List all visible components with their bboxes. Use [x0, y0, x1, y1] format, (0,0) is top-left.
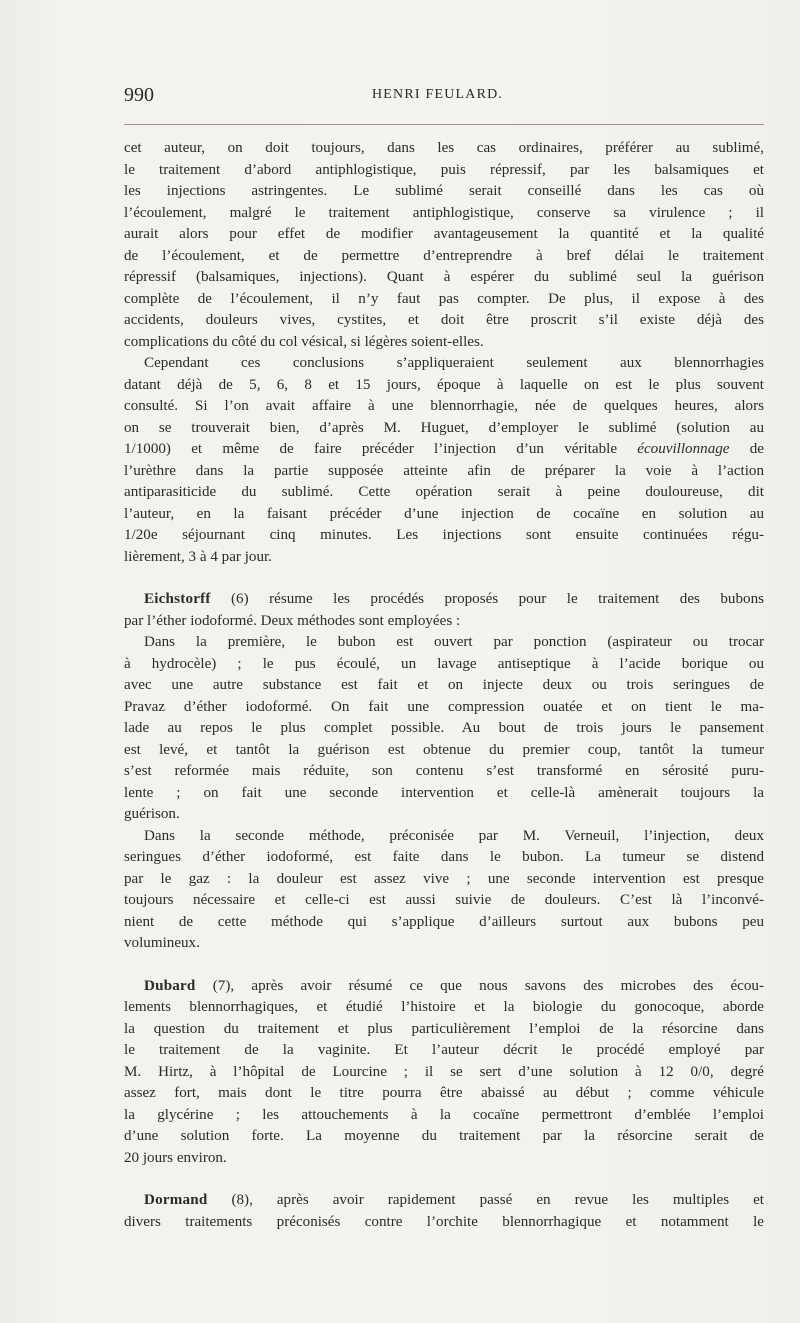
text-line: Dans la première, le bubon est ouvert par ponction (aspirateur ou trocar: [144, 634, 764, 650]
text-segment: 1/1000) et même de faire précéder l’injection d’un véritable: [124, 441, 638, 457]
text-line: complications du côté du col vésical, si légères soient-elles.: [124, 333, 484, 350]
paragraph-spacer: [124, 568, 764, 589]
text-line: Cependant ces conclusions s’appliqueraient seulement aux blennorrhagies: [144, 355, 764, 371]
italic-term: écouvillonnage: [637, 441, 730, 457]
author-name: Eichstorff: [144, 591, 211, 607]
text-line-rest: (7), après avoir résumé ce que nous savons des microbes des écou-: [195, 977, 764, 994]
paragraph-dubard: [124, 976, 764, 1170]
text-line: cet auteur, on doit toujours, dans les cas ordinaires, préférer au sublimé,: [124, 140, 764, 156]
text-line: par l’éther iodoformé. Deux méthodes sont employées :: [124, 612, 461, 629]
text-line: consulté. Si l’on avait affaire à une blennorrhagie, née de quelques heures, alors: [124, 398, 764, 414]
paragraph-first-method: [124, 632, 764, 826]
text-line: aurait alors pour effet de modifier avantageusement la quantité et la qualité: [124, 226, 764, 242]
text-line: avec une autre substance est fait et on injecte deux ou trois seringues de: [124, 677, 764, 693]
text-line: lièrement, 3 à 4 par jour.: [124, 548, 272, 565]
text-line: est levé, et tantôt la guérison est obtenue du premier coup, tantôt la tumeur: [124, 741, 764, 758]
text-line: assez fort, mais dont le titre pourra être abaissé au début ; comme véhicule: [124, 1085, 764, 1101]
page-number: 990: [124, 84, 154, 106]
text-segment: de: [729, 441, 764, 457]
page-header: [124, 84, 764, 112]
text-line: M. Hirtz, à l’hôpital de Lourcine ; il se sert d’une solution à 12 0/0, degré: [124, 1063, 764, 1080]
running-head: HENRI FEULARD.: [372, 87, 504, 102]
text-line: de l’écoulement, et de permettre d’entreprendre à bref délai le traitement: [124, 247, 764, 264]
paragraph-huguet: [124, 353, 764, 568]
text-line-author: [144, 589, 764, 611]
text-line: lente ; on fait une seconde intervention et celle-là amènerait toujours la: [124, 784, 764, 801]
text-line: 20 jours environ.: [124, 1149, 227, 1166]
text-line: les injections astringentes. Le sublimé serait conseillé dans les cas où: [124, 183, 764, 199]
text-line: le traitement de la vaginite. Et l’auteur décrit le procédé employé par: [124, 1042, 764, 1058]
text-line: 1/20e séjournant cinq minutes. Les injections sont ensuite continuées régu-: [124, 527, 764, 543]
text-line: Pravaz d’éther iodoformé. On fait une compression ouatée et on tient le ma-: [124, 698, 764, 715]
author-name: Dubard: [144, 977, 196, 994]
paragraph-spacer: [124, 955, 764, 976]
text-line: datant déjà de 5, 6, 8 et 15 jours, époque à laquelle on est le plus souvent: [124, 376, 764, 393]
text-line: seringues d’éther iodoformé, est faite dans le bubon. La tumeur se distend: [124, 849, 764, 865]
text-line: volumineux.: [124, 935, 200, 951]
text-line: accidents, douleurs vives, cystites, et doit être proscrit s’il existe déjà des: [124, 312, 764, 328]
text-line: répressif (balsamiques, injections). Quant à espérer du sublimé seul la guérison: [124, 269, 764, 285]
header-rule: [124, 124, 764, 125]
text-line: l’urèthre dans la partie supposée atteinte afin de préparer la voie à l’action: [124, 462, 764, 479]
text-line-author: [144, 976, 764, 998]
text-line: s’est reformée mais réduite, son contenu s’est transformé en sérosité puru-: [124, 763, 764, 779]
paragraph-spacer: [124, 1169, 764, 1190]
text-line: à hydrocèle) ; le pus écoulé, un lavage antiseptique à l’acide borique ou: [124, 655, 764, 672]
text-line: divers traitements préconisés contre l’orchite blennorrhagique et notamment le: [124, 1213, 764, 1230]
text-line-rest: (6) résume les procédés proposés pour le traitement des bubons: [210, 591, 764, 607]
text-line: toujours nécessaire et celle-ci est aussi suivie de douleurs. C’est là l’inconvé-: [124, 892, 764, 908]
text-line: d’une solution forte. La moyenne du traitement par la résorcine serait de: [124, 1128, 764, 1144]
text-line: guérison.: [124, 806, 180, 822]
paragraph-continuation: [124, 138, 764, 353]
text-line: la question du traitement et plus particulièrement l’emploi de la résorcine dans: [124, 1020, 764, 1037]
text-line-author: [144, 1190, 764, 1212]
text-line: lements blennorrhagiques, et étudié l’histoire et la biologie du gonocoque, aborde: [124, 999, 764, 1015]
text-line: antiparasiticide du sublimé. Cette opération serait à peine douloureuse, dit: [124, 484, 764, 500]
text-line: complète de l’écoulement, il n’y faut pas compter. De plus, il expose à des: [124, 290, 764, 307]
paragraph-second-method: [124, 826, 764, 955]
body-text: [124, 138, 764, 1233]
text-line: on se trouverait bien, d’après M. Huguet, d’employer le sublimé (solution au: [124, 419, 764, 436]
paragraph-dormand: [124, 1190, 764, 1233]
text-line: Dans la seconde méthode, préconisée par M. Verneuil, l’injection, deux: [144, 827, 764, 844]
author-name: Dormand: [144, 1192, 208, 1208]
text-line-with-italic: [124, 439, 764, 461]
text-line: lade au repos le plus complet possible. Au bout de trois jours le pansement: [124, 720, 764, 736]
text-line: la glycérine ; les attouchements à la cocaïne permettront d’emblée l’emploi: [124, 1106, 764, 1123]
paragraph-eichstorff: [124, 589, 764, 632]
text-line: l’écoulement, malgré le traitement antiphlogistique, conserve sa virulence ; il: [124, 204, 764, 221]
text-line: nient de cette méthode qui s’applique d’ailleurs surtout aux bubons peu: [124, 913, 764, 930]
text-line: par le gaz : la douleur est assez vive ; une seconde intervention est presque: [124, 870, 764, 887]
text-line: l’auteur, en la faisant précéder d’une injection de cocaïne en solution au: [124, 505, 764, 522]
text-line: le traitement d’abord antiphlogistique, puis répressif, par les balsamiques et: [124, 161, 764, 178]
text-line-rest: (8), après avoir rapidement passé en revue les multiples et: [207, 1192, 764, 1208]
